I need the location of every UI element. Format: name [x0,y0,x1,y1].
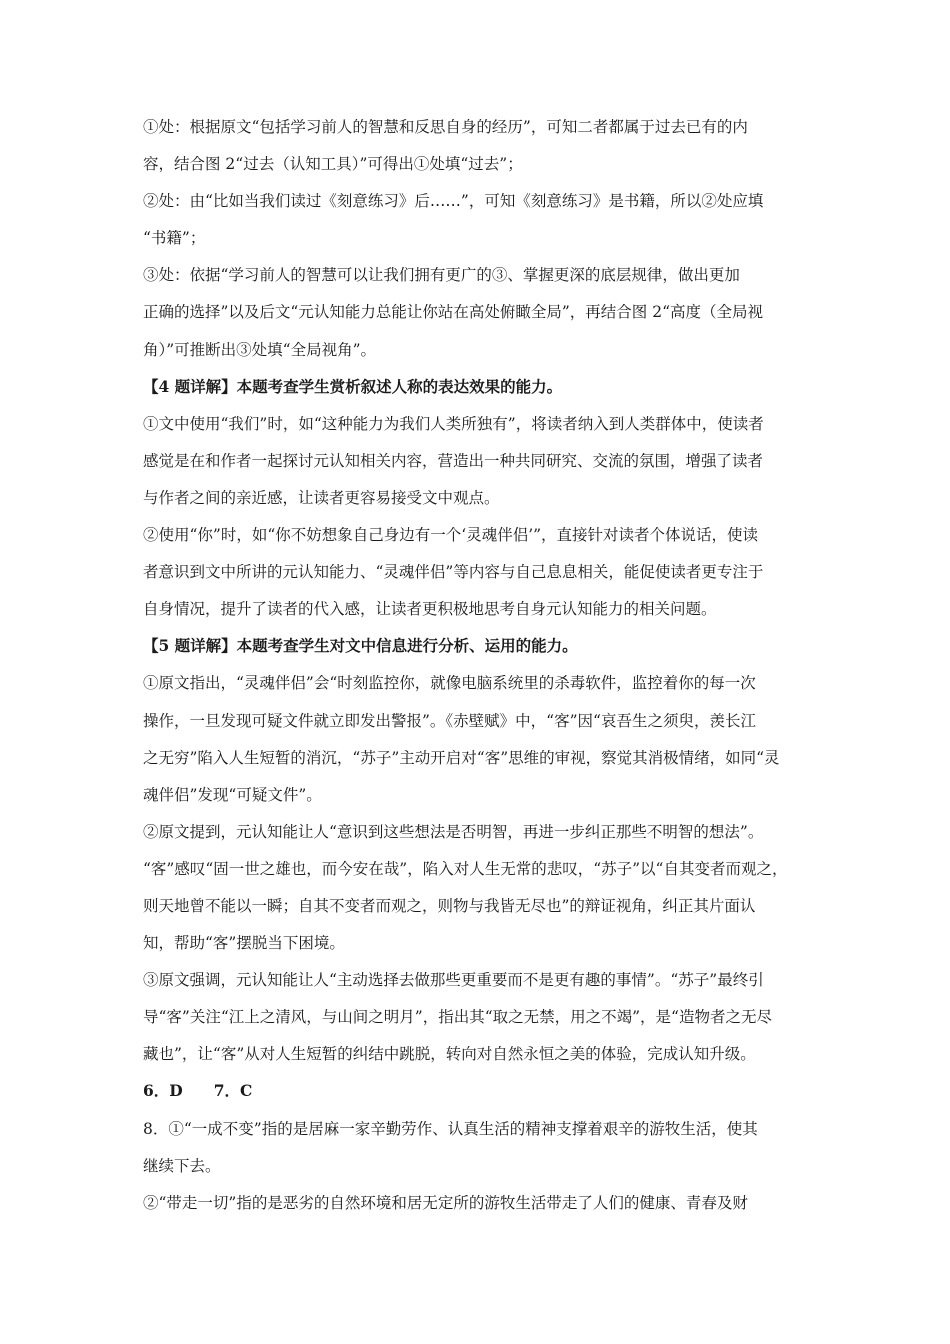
text-line: 知，帮助“客”摆脱当下困境。 [143,934,345,953]
text-line: ①文中使用“我们”时，如“这种能力为我们人类所独有”，将读者纳入到人类群体中，使读者 [143,414,764,433]
text-line: ③处：依据“学习前人的智慧可以让我们拥有更广的③、掌握更深的底层规律，做出更加 [143,266,740,285]
text-line: ②处：由“比如当我们读过《刻意练习》后……”，可知《刻意练习》是书籍，所以②处应填 [143,192,764,211]
text-line: 感觉是在和作者一起探讨元认知相关内容，营造出一种共同研究、交流的氛围，增强了读者 [143,451,764,470]
text-line: 则天地曾不能以一瞬；自其不变者而观之，则物与我皆无尽也”的辩证视角，纠正其片面认 [143,896,756,915]
text-line: ②原文提到，元认知能让人“意识到这些想法是否明智，再进一步纠正那些不明智的想法”。 [143,822,764,841]
text-line: 角）”可推断出③处填“全局视角”。 [143,340,377,359]
text-line: ②使用“你”时，如“你不妨想象自己身边有一个‘灵魂伴侣’”，直接针对读者个体说话，使读 [143,526,759,545]
text-line: “客”感叹“固一世之雄也，而今安在哉”，陷入对人生无常的悲叹，“苏子”以“自其变者而观之， [143,859,788,878]
text-line: ③原文强调，元认知能让人“主动选择去做那些更重要而不是更有趣的事情”。“苏子”最终引 [143,971,764,990]
text-line: 自身情况，提升了读者的代入感，让读者更积极地思考自身元认知能力的相关问题。 [143,600,717,619]
section-heading-q4: 【4 题详解】本题考查学生赏析叙述人称的表达效果的能力。 [143,376,563,396]
text-line: ②“带走一切”指的是恶劣的自然环境和居无定所的游牧生活带走了人们的健康、青春及财 [143,1193,748,1212]
text-line: 继续下去。 [143,1156,221,1175]
text-line: ①原文指出，“灵魂伴侣”会“时刻监控你，就像电脑系统里的杀毒软件，监控着你的每一次 [143,674,756,693]
text-line: 之无穷”陷入人生短暂的消沉，“苏子”主动开启对“客”思维的审视，察觉其消极情绪，如同“灵 [143,748,780,767]
text-line: 者意识到文中所讲的元认知能力、“灵魂伴侣”等内容与自己息息相关，能促使读者更专注于 [143,563,764,582]
section-heading-q5: 【5 题详解】本题考查学生对文中信息进行分析、运用的能力。 [143,636,578,656]
text-line: 正确的选择”以及后文“元认知能力总能让你站在高处俯瞰全局”，再结合图 2“高度（全局视 [143,303,763,322]
text-line: 容，结合图 2“过去（认知工具）”可得出①处填“过去”； [143,155,523,174]
text-line: 与作者之间的亲近感，让读者更容易接受文中观点。 [143,488,500,507]
text-line: 藏也”，让“客”从对人生短暂的纠结中跳脱，转向对自然永恒之美的体验，完成认知升级。 [143,1045,756,1064]
text-line: 8．①“一成不变”指的是居麻一家辛勤劳作、认真生活的精神支撑着艰辛的游牧生活，使其 [143,1119,758,1138]
text-line: 魂伴侣”发现“可疑文件”。 [143,785,322,804]
answers-6-7: 6．D 7．C [143,1081,253,1101]
text-line: “书籍”； [143,229,206,248]
text-line: 操作，一旦发现可疑文件就立即发出警报”。《赤壁赋》中，“客”因“哀吾生之须臾，羡长江 [143,711,756,730]
text-line: ①处：根据原文“包括学习前人的智慧和反思自身的经历”，可知二者都属于过去已有的内 [143,118,748,136]
answer-explanation-text [143,117,823,1230]
text-line: 导“客”关注“江上之清风，与山间之明月”，指出其“取之无禁，用之不竭”，是“造物者之无尽 [143,1008,772,1027]
